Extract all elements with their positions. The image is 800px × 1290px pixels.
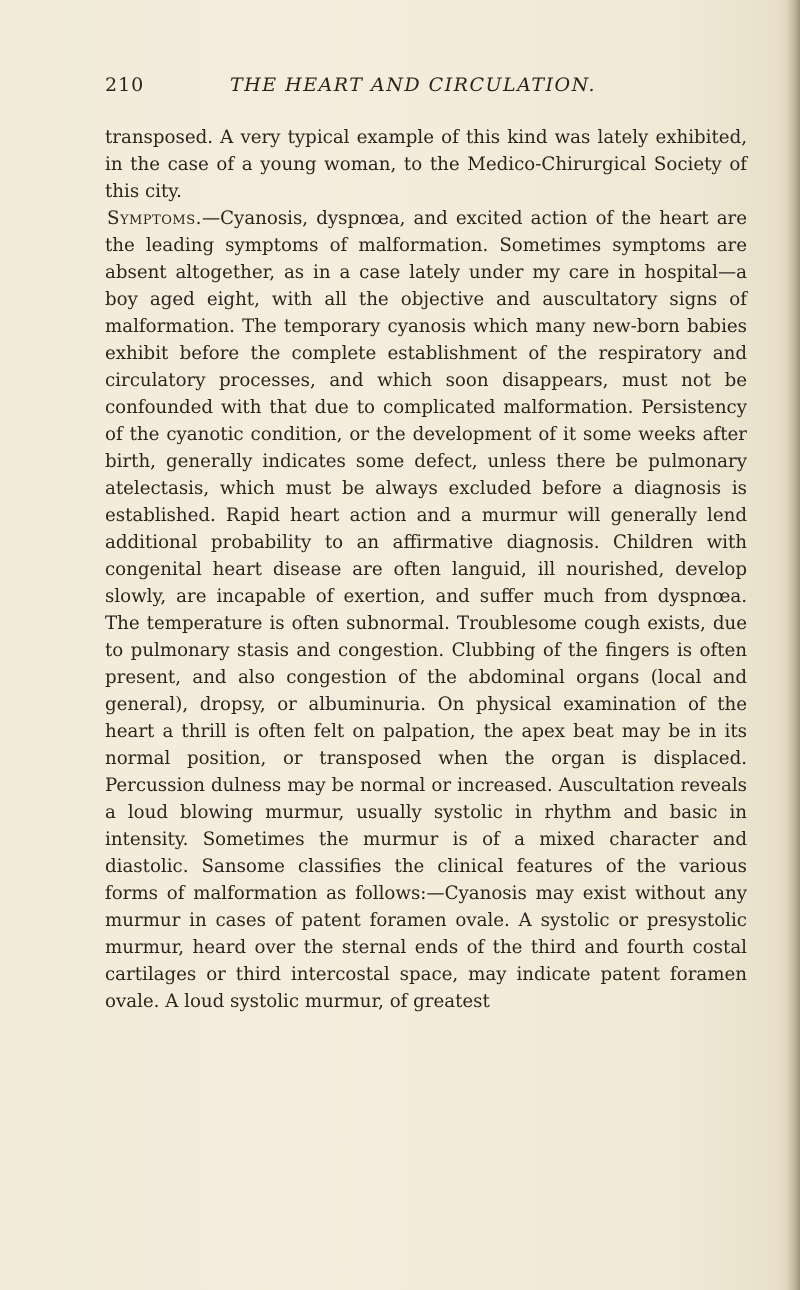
page-header: [105, 74, 745, 104]
paragraph-continuation: [105, 124, 747, 205]
paragraph-symptoms: [105, 205, 747, 1015]
section-lead-symptoms: Symptoms.: [107, 208, 202, 229]
body-text: [105, 124, 747, 1015]
page-number: 210: [105, 74, 145, 96]
paragraph-text: transposed. A very typical example of this kind was lately exhibited, in the case of a young woman, to the Medico-Chirurgical Society of this city.: [105, 127, 747, 202]
running-title: THE HEART AND CIRCULATION.: [230, 74, 597, 96]
page-gutter-shadow: [786, 0, 800, 1290]
paragraph-text: —Cyanosis, dyspnœa, and excited action of the heart are the leading symptoms of malformation. Sometimes symptoms are absent altogether, as in a case lately under my care in hospital—a boy aged eight, with all the objective and auscultatory signs of malformation. The temporary cyanosis which many new-born babies exhibit before the complete establishment of the respiratory and circulatory processes, and which soon disappears, must not be confounded with that due to complicated malformation. Persistency of the cyanotic condition, or the development of it some weeks after birth, generally indicates some defect, unless there be pulmonary atelectasis, which must be always excluded before a diagnosis is established. Rapid heart action and a murmur will generally lend additional probability to an affirmative diagnosis. Children with congenital heart disease are often languid, ill nourished, develop slowly, are incapable of exertion, and suffer much from dyspnœa. The temperature is often subnormal. Troublesome cough exists, due to pulmonary stasis and congestion. Clubbing of the fingers is often present, and also congestion of the abdominal organs (local and general), dropsy, or albuminuria. On physical examination of the heart a thrill is often felt on palpation, the apex beat may be in its normal position, or transposed when the organ is displaced. Percussion dulness may be normal or increased. Auscultation reveals a loud blowing murmur, usually systolic in rhythm and basic in intensity. Sometimes the murmur is of a mixed character and diastolic. Sansome classifies the clinical features of the various forms of malformation as follows:—Cyanosis may exist without any murmur in cases of patent foramen ovale. A systolic or presystolic murmur, heard over the sternal ends of the third and fourth costal cartilages or third intercostal space, may indicate patent foramen ovale. A loud systolic murmur, of greatest: [105, 208, 747, 1012]
